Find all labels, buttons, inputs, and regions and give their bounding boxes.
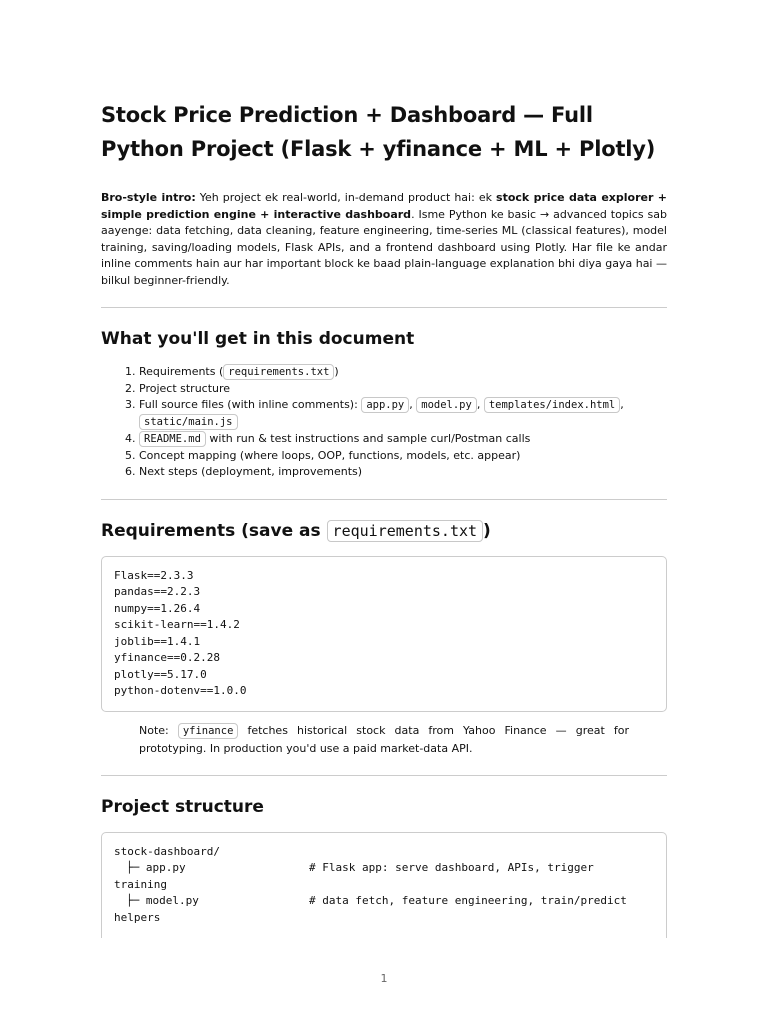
list-item: 4. README.md with run & test instructions and sample curl/Postman calls bbox=[139, 431, 667, 448]
divider bbox=[101, 499, 667, 500]
inline-code: yfinance bbox=[178, 723, 239, 739]
intro-label: Bro-style intro: bbox=[101, 191, 196, 204]
section-heading-structure: Project structure bbox=[101, 796, 264, 817]
tree-line-wrap: training bbox=[114, 877, 167, 891]
document-title: Stock Price Prediction + Dashboard — Full Python Project (Flask + yfinance + ML + Plotly) bbox=[101, 103, 656, 161]
intro-text-1: Yeh project ek real-world, in-demand product hai: ek bbox=[195, 191, 497, 204]
inline-code: model.py bbox=[416, 397, 477, 413]
divider bbox=[101, 775, 667, 776]
page-number: 1 bbox=[380, 972, 388, 985]
structure-code-block bbox=[101, 832, 667, 939]
list-item: 6. Next steps (deployment, improvements) bbox=[139, 464, 667, 481]
section-heading-requirements: Requirements (save as requirements.txt ) bbox=[101, 520, 491, 541]
list-item: 2. Project structure bbox=[139, 381, 667, 398]
tree-line: ├─ model.py # data fetch, feature engineering, train/predict bbox=[126, 894, 627, 908]
intro-text-2: . Isme Python ke basic → advanced topics sab aayenge: data fetching, data cleaning, feature engineering, time-series ML (classical features), model training, saving/loading models, Flask APIs, and a frontend dashboard using Plotly. Har file ke andar inline comments hain aur har important block ke baad plain-language explanation bhi diya gaya hai — bilkul beginner-friendly. bbox=[101, 207, 667, 287]
tree-line: ├─ app.py # Flask app: serve dashboard, APIs, trigger bbox=[126, 861, 594, 875]
inline-code: templates/index.html bbox=[484, 397, 620, 413]
document-page bbox=[101, 98, 667, 938]
note-paragraph: Note: yfinance fetches historical stock data from Yahoo Finance — great for prototyping. In production you'd use a paid market-data API. bbox=[139, 723, 629, 755]
inline-code: requirements.txt bbox=[327, 520, 484, 542]
inline-code: app.py bbox=[361, 397, 409, 413]
intro-paragraph bbox=[101, 190, 667, 289]
tree-line-wrap: helpers bbox=[114, 910, 161, 924]
inline-code: static/main.js bbox=[139, 414, 238, 430]
list-item: 3. Full source files (with inline comments): app.py , model.py , templates/index.html , static/main.js bbox=[139, 397, 667, 430]
inline-code: README.md bbox=[139, 431, 206, 447]
inline-code: requirements.txt bbox=[223, 364, 334, 380]
requirements-code-block: Flask==2.3.3 pandas==2.2.3 numpy==1.26.4 scikit-learn==1.4.2 joblib==1.4.1 yfinance==0.2.28 plotly==5.17.0 python-dotenv==1.0.0 bbox=[101, 556, 667, 712]
list-item: 1. Requirements ( requirements.txt ) bbox=[139, 364, 667, 381]
section-heading-contents: What you'll get in this document bbox=[101, 329, 415, 349]
contents-list bbox=[101, 364, 667, 481]
intro-bold-text: stock price data explorer + simple prediction engine + interactive dashboard bbox=[101, 191, 667, 221]
list-item: 5. Concept mapping (where loops, OOP, functions, models, etc. appear) bbox=[139, 448, 667, 465]
tree-root: stock-dashboard/ bbox=[114, 844, 220, 858]
divider bbox=[101, 307, 667, 308]
